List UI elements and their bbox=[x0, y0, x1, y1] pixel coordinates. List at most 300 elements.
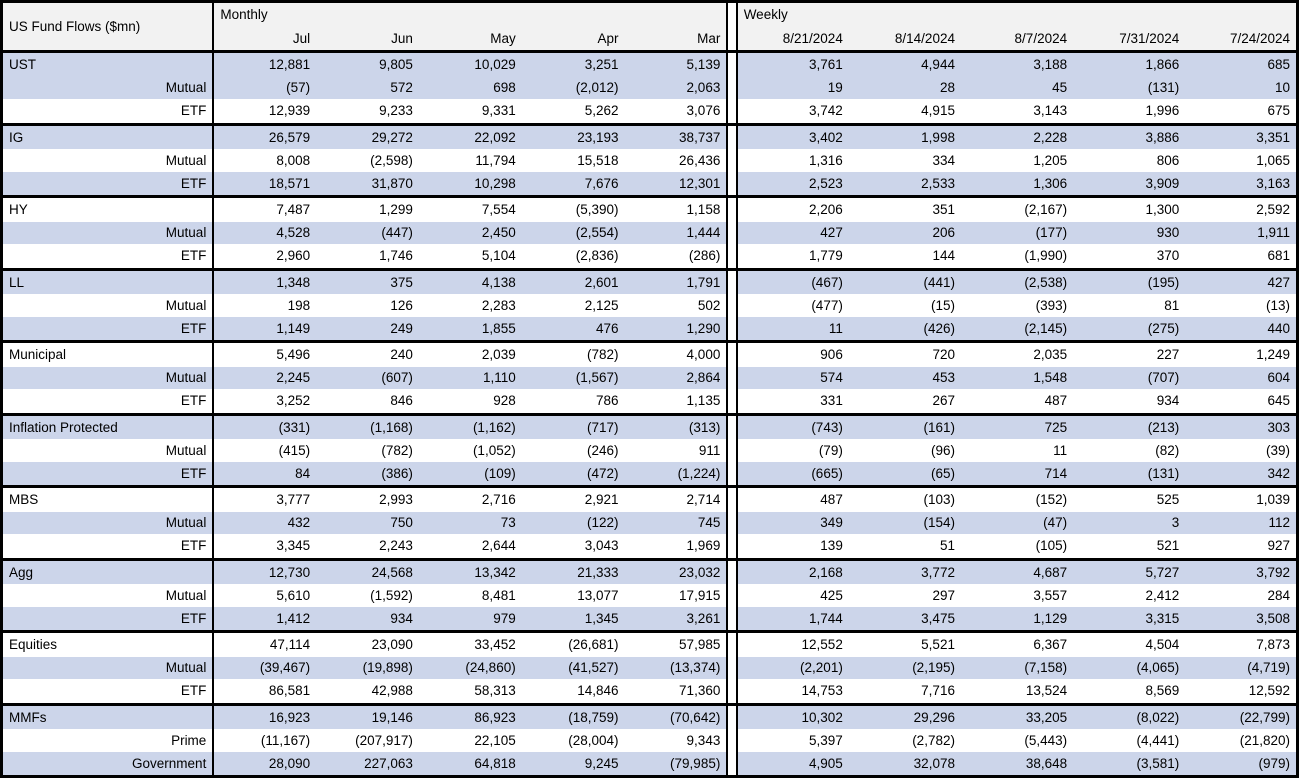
table-row bbox=[2, 99, 1298, 124]
cell-monthly: 2,063 bbox=[625, 77, 728, 100]
table-row bbox=[2, 52, 1298, 77]
cell-weekly: 11 bbox=[737, 317, 849, 342]
cell-weekly: (743) bbox=[737, 414, 849, 439]
cell-monthly: 15,518 bbox=[522, 149, 625, 172]
cell-weekly: 1,039 bbox=[1185, 487, 1297, 512]
cell-monthly: 2,960 bbox=[213, 244, 316, 269]
row-label-ll: LL bbox=[2, 269, 214, 294]
cell-monthly: 502 bbox=[625, 294, 728, 317]
cell-weekly: (154) bbox=[849, 512, 961, 535]
cell-monthly: 9,805 bbox=[316, 52, 419, 77]
cell-weekly: (213) bbox=[1073, 414, 1185, 439]
row-label-etf: ETF bbox=[2, 607, 214, 632]
cell-monthly: 73 bbox=[419, 512, 522, 535]
cell-monthly: 2,125 bbox=[522, 294, 625, 317]
cell-monthly: 64,818 bbox=[419, 752, 522, 777]
cell-monthly: 846 bbox=[316, 389, 419, 414]
column-group-separator bbox=[727, 584, 736, 607]
cell-weekly: 33,205 bbox=[961, 704, 1073, 729]
cell-monthly: (782) bbox=[522, 342, 625, 367]
row-label-mutual: Mutual bbox=[2, 294, 214, 317]
cell-weekly: 5,727 bbox=[1073, 559, 1185, 584]
cell-weekly: (82) bbox=[1073, 439, 1185, 462]
cell-monthly: (386) bbox=[316, 462, 419, 487]
cell-monthly: 126 bbox=[316, 294, 419, 317]
table-row bbox=[2, 149, 1298, 172]
cell-weekly: 1,205 bbox=[961, 149, 1073, 172]
column-group-separator bbox=[727, 367, 736, 390]
cell-monthly: 4,138 bbox=[419, 269, 522, 294]
row-label-equities: Equities bbox=[2, 632, 214, 657]
cell-weekly: 440 bbox=[1185, 317, 1297, 342]
row-label-mutual: Mutual bbox=[2, 77, 214, 100]
cell-weekly: (65) bbox=[849, 462, 961, 487]
column-group-separator bbox=[727, 197, 736, 222]
cell-monthly: 9,331 bbox=[419, 99, 522, 124]
cell-weekly: (161) bbox=[849, 414, 961, 439]
cell-monthly: 934 bbox=[316, 607, 419, 632]
column-header-weekly-7-24-2024: 7/24/2024 bbox=[1185, 27, 1297, 52]
cell-weekly: (8,022) bbox=[1073, 704, 1185, 729]
cell-weekly: 1,548 bbox=[961, 367, 1073, 390]
cell-weekly: 1,065 bbox=[1185, 149, 1297, 172]
row-label-municipal: Municipal bbox=[2, 342, 214, 367]
column-group-separator bbox=[727, 172, 736, 197]
cell-weekly: 806 bbox=[1073, 149, 1185, 172]
cell-monthly: 84 bbox=[213, 462, 316, 487]
cell-monthly: 24,568 bbox=[316, 559, 419, 584]
table-row bbox=[2, 584, 1298, 607]
cell-monthly: 2,714 bbox=[625, 487, 728, 512]
cell-monthly: 11,794 bbox=[419, 149, 522, 172]
column-header-weekly-8-7-2024: 8/7/2024 bbox=[961, 27, 1073, 52]
cell-monthly: (2,836) bbox=[522, 244, 625, 269]
cell-weekly: 2,206 bbox=[737, 197, 849, 222]
cell-weekly: (7,158) bbox=[961, 657, 1073, 680]
table-row bbox=[2, 534, 1298, 559]
row-label-agg: Agg bbox=[2, 559, 214, 584]
cell-monthly: 1,746 bbox=[316, 244, 419, 269]
cell-monthly: 86,923 bbox=[419, 704, 522, 729]
cell-weekly: (152) bbox=[961, 487, 1073, 512]
table-row bbox=[2, 559, 1298, 584]
cell-monthly: 7,554 bbox=[419, 197, 522, 222]
cell-weekly: (426) bbox=[849, 317, 961, 342]
cell-weekly: (79) bbox=[737, 439, 849, 462]
cell-weekly: 1,911 bbox=[1185, 222, 1297, 245]
cell-weekly: (21,820) bbox=[1185, 729, 1297, 752]
cell-weekly: (477) bbox=[737, 294, 849, 317]
cell-weekly: (22,799) bbox=[1185, 704, 1297, 729]
cell-monthly: 1,290 bbox=[625, 317, 728, 342]
cell-weekly: 521 bbox=[1073, 534, 1185, 559]
cell-monthly: 2,039 bbox=[419, 342, 522, 367]
cell-monthly: 911 bbox=[625, 439, 728, 462]
cell-weekly: 5,397 bbox=[737, 729, 849, 752]
table-row bbox=[2, 512, 1298, 535]
cell-weekly: (2,201) bbox=[737, 657, 849, 680]
cell-weekly: 1,744 bbox=[737, 607, 849, 632]
cell-weekly: (4,719) bbox=[1185, 657, 1297, 680]
cell-monthly: 33,452 bbox=[419, 632, 522, 657]
cell-weekly: 3 bbox=[1073, 512, 1185, 535]
cell-weekly: (979) bbox=[1185, 752, 1297, 777]
cell-weekly: 3,909 bbox=[1073, 172, 1185, 197]
cell-monthly: 1,149 bbox=[213, 317, 316, 342]
cell-monthly: 22,092 bbox=[419, 124, 522, 149]
row-label-mutual: Mutual bbox=[2, 222, 214, 245]
row-label-etf: ETF bbox=[2, 462, 214, 487]
cell-monthly: 1,110 bbox=[419, 367, 522, 390]
cell-monthly: 2,921 bbox=[522, 487, 625, 512]
cell-weekly: 906 bbox=[737, 342, 849, 367]
row-label-mutual: Mutual bbox=[2, 367, 214, 390]
cell-weekly: 12,592 bbox=[1185, 679, 1297, 704]
cell-weekly: 2,592 bbox=[1185, 197, 1297, 222]
cell-monthly: 26,436 bbox=[625, 149, 728, 172]
cell-monthly: 572 bbox=[316, 77, 419, 100]
cell-monthly: (1,224) bbox=[625, 462, 728, 487]
cell-monthly: 13,342 bbox=[419, 559, 522, 584]
cell-weekly: 29,296 bbox=[849, 704, 961, 729]
cell-weekly: (2,145) bbox=[961, 317, 1073, 342]
cell-weekly: 487 bbox=[737, 487, 849, 512]
cell-weekly: 227 bbox=[1073, 342, 1185, 367]
column-group-separator bbox=[727, 632, 736, 657]
column-group-separator bbox=[727, 2, 736, 52]
cell-weekly: 2,523 bbox=[737, 172, 849, 197]
cell-weekly: (2,538) bbox=[961, 269, 1073, 294]
row-label-prime: Prime bbox=[2, 729, 214, 752]
cell-monthly: 3,251 bbox=[522, 52, 625, 77]
cell-weekly: 3,761 bbox=[737, 52, 849, 77]
cell-monthly: 28,090 bbox=[213, 752, 316, 777]
cell-monthly: 10,029 bbox=[419, 52, 522, 77]
table-row bbox=[2, 367, 1298, 390]
column-group-separator bbox=[727, 342, 736, 367]
cell-monthly: 16,923 bbox=[213, 704, 316, 729]
cell-weekly: (1,990) bbox=[961, 244, 1073, 269]
cell-monthly: (1,567) bbox=[522, 367, 625, 390]
cell-monthly: 249 bbox=[316, 317, 419, 342]
cell-weekly: 425 bbox=[737, 584, 849, 607]
cell-weekly: 284 bbox=[1185, 584, 1297, 607]
row-label-etf: ETF bbox=[2, 534, 214, 559]
cell-monthly: 3,043 bbox=[522, 534, 625, 559]
cell-weekly: 19 bbox=[737, 77, 849, 100]
cell-weekly: 4,944 bbox=[849, 52, 961, 77]
cell-monthly: 240 bbox=[316, 342, 419, 367]
cell-weekly: 349 bbox=[737, 512, 849, 535]
cell-weekly: 267 bbox=[849, 389, 961, 414]
cell-weekly: (4,441) bbox=[1073, 729, 1185, 752]
cell-weekly: 331 bbox=[737, 389, 849, 414]
column-header-monthly-jul: Jul bbox=[213, 27, 316, 52]
column-header-monthly-apr: Apr bbox=[522, 27, 625, 52]
row-label-inflation-protected: Inflation Protected bbox=[2, 414, 214, 439]
cell-monthly: (246) bbox=[522, 439, 625, 462]
table-row bbox=[2, 679, 1298, 704]
cell-monthly: 31,870 bbox=[316, 172, 419, 197]
cell-weekly: 1,316 bbox=[737, 149, 849, 172]
cell-weekly: 3,792 bbox=[1185, 559, 1297, 584]
cell-monthly: 375 bbox=[316, 269, 419, 294]
cell-weekly: (47) bbox=[961, 512, 1073, 535]
cell-monthly: (313) bbox=[625, 414, 728, 439]
cell-weekly: (393) bbox=[961, 294, 1073, 317]
cell-monthly: 23,032 bbox=[625, 559, 728, 584]
cell-weekly: (707) bbox=[1073, 367, 1185, 390]
table-header-group-row bbox=[2, 2, 1298, 27]
cell-weekly: 303 bbox=[1185, 414, 1297, 439]
table-row bbox=[2, 124, 1298, 149]
cell-monthly: 1,412 bbox=[213, 607, 316, 632]
row-label-etf: ETF bbox=[2, 99, 214, 124]
cell-monthly: 3,261 bbox=[625, 607, 728, 632]
cell-monthly: (1,052) bbox=[419, 439, 522, 462]
cell-weekly: 427 bbox=[737, 222, 849, 245]
cell-monthly: (2,012) bbox=[522, 77, 625, 100]
cell-monthly: 13,077 bbox=[522, 584, 625, 607]
table-row bbox=[2, 462, 1298, 487]
cell-weekly: 1,306 bbox=[961, 172, 1073, 197]
column-group-separator bbox=[727, 607, 736, 632]
header-group-weekly: Weekly bbox=[737, 2, 1298, 27]
cell-monthly: 2,601 bbox=[522, 269, 625, 294]
cell-weekly: 206 bbox=[849, 222, 961, 245]
cell-monthly: 22,105 bbox=[419, 729, 522, 752]
column-group-separator bbox=[727, 389, 736, 414]
cell-weekly: 8,569 bbox=[1073, 679, 1185, 704]
cell-monthly: (5,390) bbox=[522, 197, 625, 222]
cell-weekly: 112 bbox=[1185, 512, 1297, 535]
cell-weekly: 3,188 bbox=[961, 52, 1073, 77]
cell-monthly: (607) bbox=[316, 367, 419, 390]
cell-weekly: (5,443) bbox=[961, 729, 1073, 752]
cell-monthly: 2,644 bbox=[419, 534, 522, 559]
column-group-separator bbox=[727, 559, 736, 584]
table-row bbox=[2, 414, 1298, 439]
cell-monthly: 1,299 bbox=[316, 197, 419, 222]
column-header-monthly-jun: Jun bbox=[316, 27, 419, 52]
cell-weekly: (15) bbox=[849, 294, 961, 317]
cell-monthly: 5,139 bbox=[625, 52, 728, 77]
cell-weekly: 525 bbox=[1073, 487, 1185, 512]
cell-monthly: 2,993 bbox=[316, 487, 419, 512]
cell-weekly: 1,129 bbox=[961, 607, 1073, 632]
cell-monthly: 786 bbox=[522, 389, 625, 414]
table-row bbox=[2, 632, 1298, 657]
column-group-separator bbox=[727, 222, 736, 245]
cell-monthly: 227,063 bbox=[316, 752, 419, 777]
cell-monthly: (79,985) bbox=[625, 752, 728, 777]
cell-monthly: 9,233 bbox=[316, 99, 419, 124]
cell-monthly: (717) bbox=[522, 414, 625, 439]
row-label-etf: ETF bbox=[2, 317, 214, 342]
cell-monthly: (1,168) bbox=[316, 414, 419, 439]
cell-monthly: 2,450 bbox=[419, 222, 522, 245]
table-row bbox=[2, 389, 1298, 414]
cell-weekly: 1,300 bbox=[1073, 197, 1185, 222]
row-label-ig: IG bbox=[2, 124, 214, 149]
cell-monthly: 198 bbox=[213, 294, 316, 317]
cell-weekly: 1,866 bbox=[1073, 52, 1185, 77]
column-group-separator bbox=[727, 149, 736, 172]
column-group-separator bbox=[727, 77, 736, 100]
column-header-monthly-may: May bbox=[419, 27, 522, 52]
cell-weekly: 725 bbox=[961, 414, 1073, 439]
table-row bbox=[2, 77, 1298, 100]
cell-monthly: 19,146 bbox=[316, 704, 419, 729]
column-header-weekly-7-31-2024: 7/31/2024 bbox=[1073, 27, 1185, 52]
table-row bbox=[2, 172, 1298, 197]
cell-monthly: (122) bbox=[522, 512, 625, 535]
table-row bbox=[2, 487, 1298, 512]
cell-monthly: 14,846 bbox=[522, 679, 625, 704]
row-label-government: Government bbox=[2, 752, 214, 777]
cell-weekly: 334 bbox=[849, 149, 961, 172]
column-group-separator bbox=[727, 269, 736, 294]
cell-monthly: 698 bbox=[419, 77, 522, 100]
header-group-monthly: Monthly bbox=[213, 2, 727, 27]
cell-weekly: 1,779 bbox=[737, 244, 849, 269]
row-label-etf: ETF bbox=[2, 389, 214, 414]
cell-monthly: 8,008 bbox=[213, 149, 316, 172]
cell-monthly: 7,676 bbox=[522, 172, 625, 197]
cell-weekly: 4,915 bbox=[849, 99, 961, 124]
cell-monthly: 476 bbox=[522, 317, 625, 342]
cell-weekly: 4,687 bbox=[961, 559, 1073, 584]
cell-monthly: (70,642) bbox=[625, 704, 728, 729]
cell-monthly: 4,528 bbox=[213, 222, 316, 245]
cell-monthly: (207,917) bbox=[316, 729, 419, 752]
cell-monthly: 2,716 bbox=[419, 487, 522, 512]
cell-weekly: 3,163 bbox=[1185, 172, 1297, 197]
cell-monthly: 745 bbox=[625, 512, 728, 535]
cell-monthly: 29,272 bbox=[316, 124, 419, 149]
cell-monthly: 42,988 bbox=[316, 679, 419, 704]
cell-monthly: 2,243 bbox=[316, 534, 419, 559]
cell-monthly: 71,360 bbox=[625, 679, 728, 704]
cell-weekly: 4,905 bbox=[737, 752, 849, 777]
cell-monthly: (1,162) bbox=[419, 414, 522, 439]
cell-weekly: 12,552 bbox=[737, 632, 849, 657]
cell-weekly: 351 bbox=[849, 197, 961, 222]
cell-weekly: 10 bbox=[1185, 77, 1297, 100]
column-group-separator bbox=[727, 657, 736, 680]
cell-weekly: 81 bbox=[1073, 294, 1185, 317]
table-row bbox=[2, 704, 1298, 729]
cell-monthly: 12,881 bbox=[213, 52, 316, 77]
cell-monthly: 5,496 bbox=[213, 342, 316, 367]
cell-monthly: 5,104 bbox=[419, 244, 522, 269]
column-group-separator bbox=[727, 294, 736, 317]
cell-monthly: 12,730 bbox=[213, 559, 316, 584]
cell-monthly: (1,592) bbox=[316, 584, 419, 607]
cell-weekly: 1,249 bbox=[1185, 342, 1297, 367]
cell-monthly: 86,581 bbox=[213, 679, 316, 704]
cell-monthly: 47,114 bbox=[213, 632, 316, 657]
column-header-weekly-8-21-2024: 8/21/2024 bbox=[737, 27, 849, 52]
table-row bbox=[2, 222, 1298, 245]
cell-monthly: (2,598) bbox=[316, 149, 419, 172]
cell-weekly: 681 bbox=[1185, 244, 1297, 269]
table-row bbox=[2, 294, 1298, 317]
cell-weekly: (441) bbox=[849, 269, 961, 294]
cell-weekly: (39) bbox=[1185, 439, 1297, 462]
cell-weekly: 930 bbox=[1073, 222, 1185, 245]
cell-weekly: 2,228 bbox=[961, 124, 1073, 149]
cell-monthly: 3,252 bbox=[213, 389, 316, 414]
column-group-separator bbox=[727, 414, 736, 439]
row-label-etf: ETF bbox=[2, 172, 214, 197]
cell-monthly: 18,571 bbox=[213, 172, 316, 197]
cell-weekly: (467) bbox=[737, 269, 849, 294]
cell-monthly: 2,245 bbox=[213, 367, 316, 390]
cell-weekly: 3,557 bbox=[961, 584, 1073, 607]
cell-monthly: 1,791 bbox=[625, 269, 728, 294]
column-group-separator bbox=[727, 679, 736, 704]
cell-monthly: 1,135 bbox=[625, 389, 728, 414]
column-group-separator bbox=[727, 244, 736, 269]
cell-monthly: 432 bbox=[213, 512, 316, 535]
cell-monthly: (41,527) bbox=[522, 657, 625, 680]
cell-weekly: 2,533 bbox=[849, 172, 961, 197]
cell-monthly: 1,158 bbox=[625, 197, 728, 222]
cell-monthly: 21,333 bbox=[522, 559, 625, 584]
cell-weekly: (2,782) bbox=[849, 729, 961, 752]
cell-monthly: (109) bbox=[419, 462, 522, 487]
cell-weekly: 675 bbox=[1185, 99, 1297, 124]
cell-weekly: 10,302 bbox=[737, 704, 849, 729]
row-label-etf: ETF bbox=[2, 679, 214, 704]
cell-weekly: 453 bbox=[849, 367, 961, 390]
cell-weekly: 32,078 bbox=[849, 752, 961, 777]
cell-monthly: 23,193 bbox=[522, 124, 625, 149]
cell-weekly: 370 bbox=[1073, 244, 1185, 269]
cell-weekly: (195) bbox=[1073, 269, 1185, 294]
cell-monthly: 3,345 bbox=[213, 534, 316, 559]
cell-weekly: (131) bbox=[1073, 462, 1185, 487]
cell-monthly: 17,915 bbox=[625, 584, 728, 607]
column-group-separator bbox=[727, 124, 736, 149]
row-label-mmfs: MMFs bbox=[2, 704, 214, 729]
table-row bbox=[2, 269, 1298, 294]
cell-weekly: (131) bbox=[1073, 77, 1185, 100]
cell-monthly: (286) bbox=[625, 244, 728, 269]
cell-monthly: 12,939 bbox=[213, 99, 316, 124]
cell-weekly: 3,351 bbox=[1185, 124, 1297, 149]
cell-weekly: 3,475 bbox=[849, 607, 961, 632]
column-group-separator bbox=[727, 462, 736, 487]
cell-weekly: (3,581) bbox=[1073, 752, 1185, 777]
cell-weekly: (2,167) bbox=[961, 197, 1073, 222]
cell-weekly: 1,996 bbox=[1073, 99, 1185, 124]
row-label-mbs: MBS bbox=[2, 487, 214, 512]
cell-weekly: 139 bbox=[737, 534, 849, 559]
cell-monthly: 928 bbox=[419, 389, 522, 414]
cell-weekly: 342 bbox=[1185, 462, 1297, 487]
cell-monthly: 38,737 bbox=[625, 124, 728, 149]
cell-weekly: 3,742 bbox=[737, 99, 849, 124]
table-row bbox=[2, 342, 1298, 367]
cell-monthly: (447) bbox=[316, 222, 419, 245]
cell-monthly: (28,004) bbox=[522, 729, 625, 752]
cell-monthly: (19,898) bbox=[316, 657, 419, 680]
cell-monthly: 5,610 bbox=[213, 584, 316, 607]
cell-weekly: 4,504 bbox=[1073, 632, 1185, 657]
cell-monthly: 8,481 bbox=[419, 584, 522, 607]
